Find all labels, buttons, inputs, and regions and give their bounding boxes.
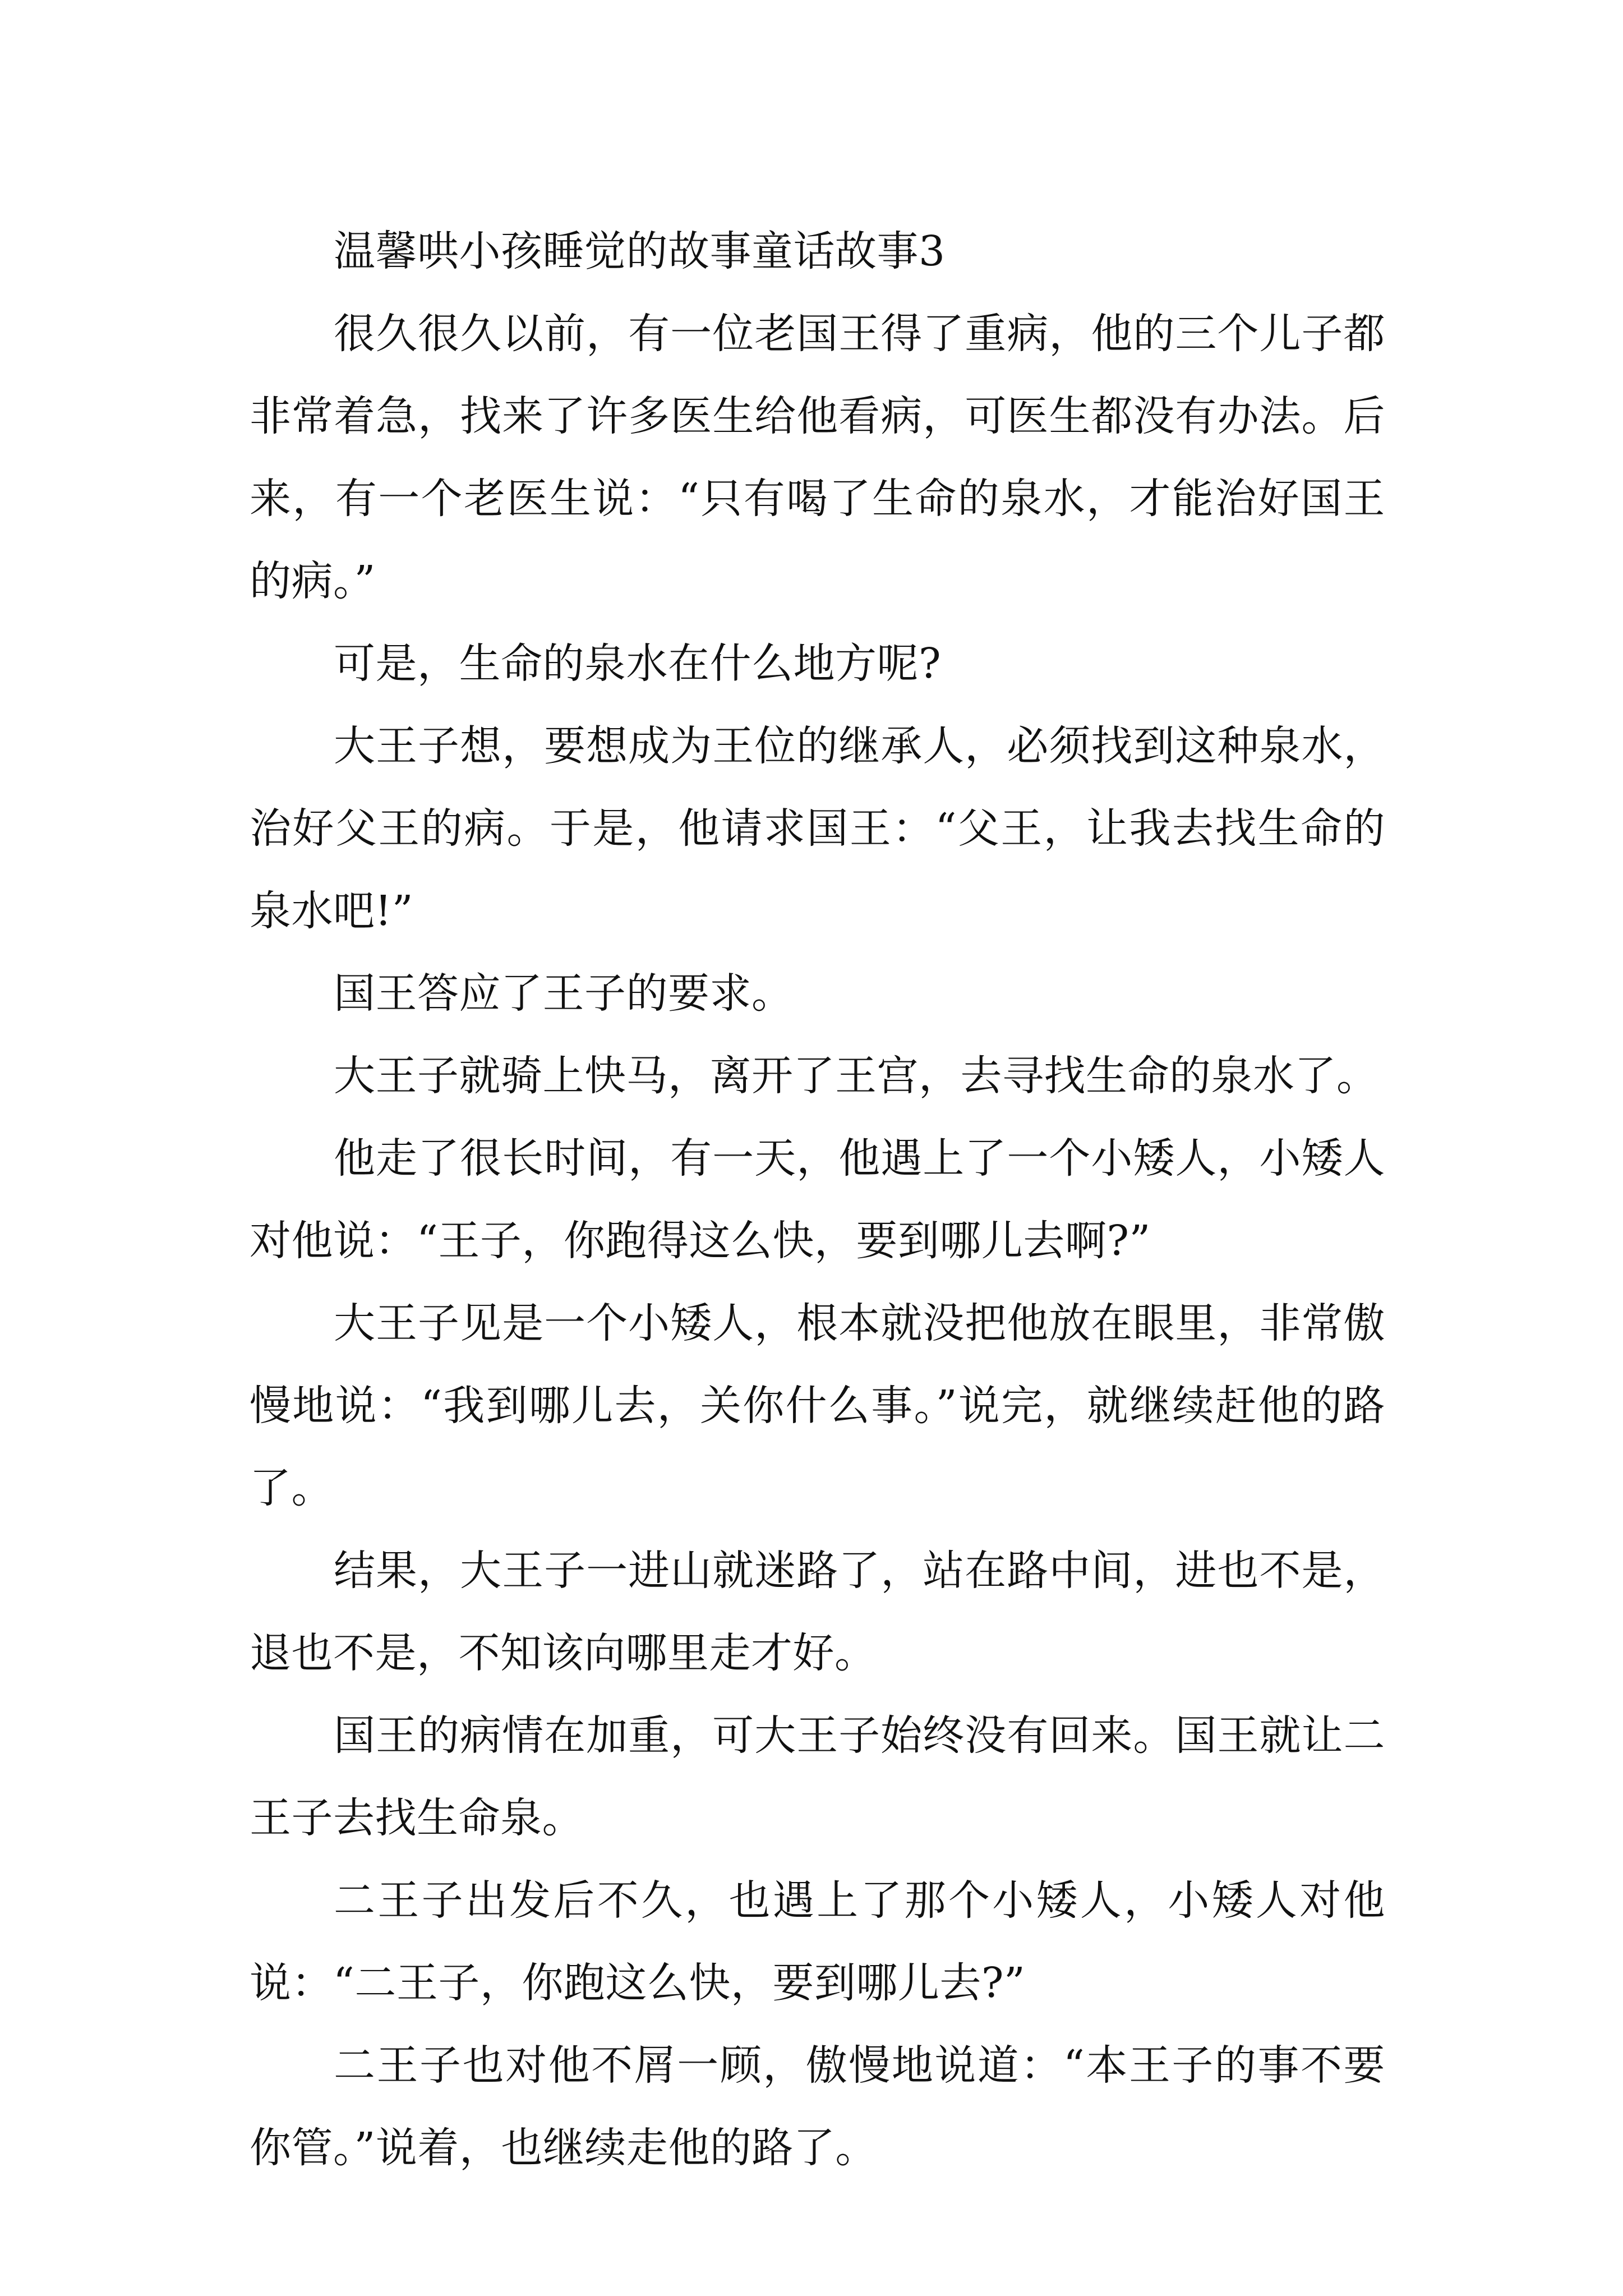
story-title: 温馨哄小孩睡觉的故事童话故事3 (334, 227, 946, 275)
paragraph: 国王的病情在加重，可大王子始终没有回来。国王就让二王子去找生命泉。 (250, 1711, 1385, 1842)
paragraph: 国王答应了王子的要求。 (334, 969, 794, 1018)
document-body (250, 210, 1385, 2189)
paragraph: 结果，大王子一进山就迷路了，站在路中间，进也不是，退也不是，不知该向哪里走才好。 (250, 1547, 1385, 1677)
paragraph: 大王子就骑上快马，离开了王宫，去寻找生命的泉水了。 (334, 1052, 1378, 1100)
paragraph: 可是，生命的泉水在什么地方呢? (334, 639, 942, 688)
paragraph: 大王子想，要想成为王位的继承人，必须找到这种泉水，治好父王的病。于是，他请求国王：“父王，让我去找生命的泉水吧!” (250, 722, 1385, 935)
paragraph: 他走了很长时间，有一天，他遇上了一个小矮人，小矮人对他说：“王子，你跑得这么快，要到哪儿去啊?” (250, 1134, 1385, 1265)
paragraph: 大王子见是一个小矮人，根本就没把他放在眼里，非常傲慢地说：“我到哪儿去，关你什么事。”说完，就继续赶他的路了。 (250, 1299, 1385, 1512)
paragraph: 很久很久以前，有一位老国王得了重病，他的三个儿子都非常着急，找来了许多医生给他看病，可医生都没有办法。后来，有一个老医生说：“只有喝了生命的泉水，才能治好国王的病。” (250, 310, 1385, 605)
paragraph: 二王子出发后不久，也遇上了那个小矮人，小矮人对他说：“二王子，你跑这么快，要到哪儿去?” (250, 1876, 1385, 2007)
paragraph: 二王子也对他不屑一顾，傲慢地说道：“本王子的事不要你管。”说着，也继续走他的路了。 (250, 2041, 1385, 2172)
